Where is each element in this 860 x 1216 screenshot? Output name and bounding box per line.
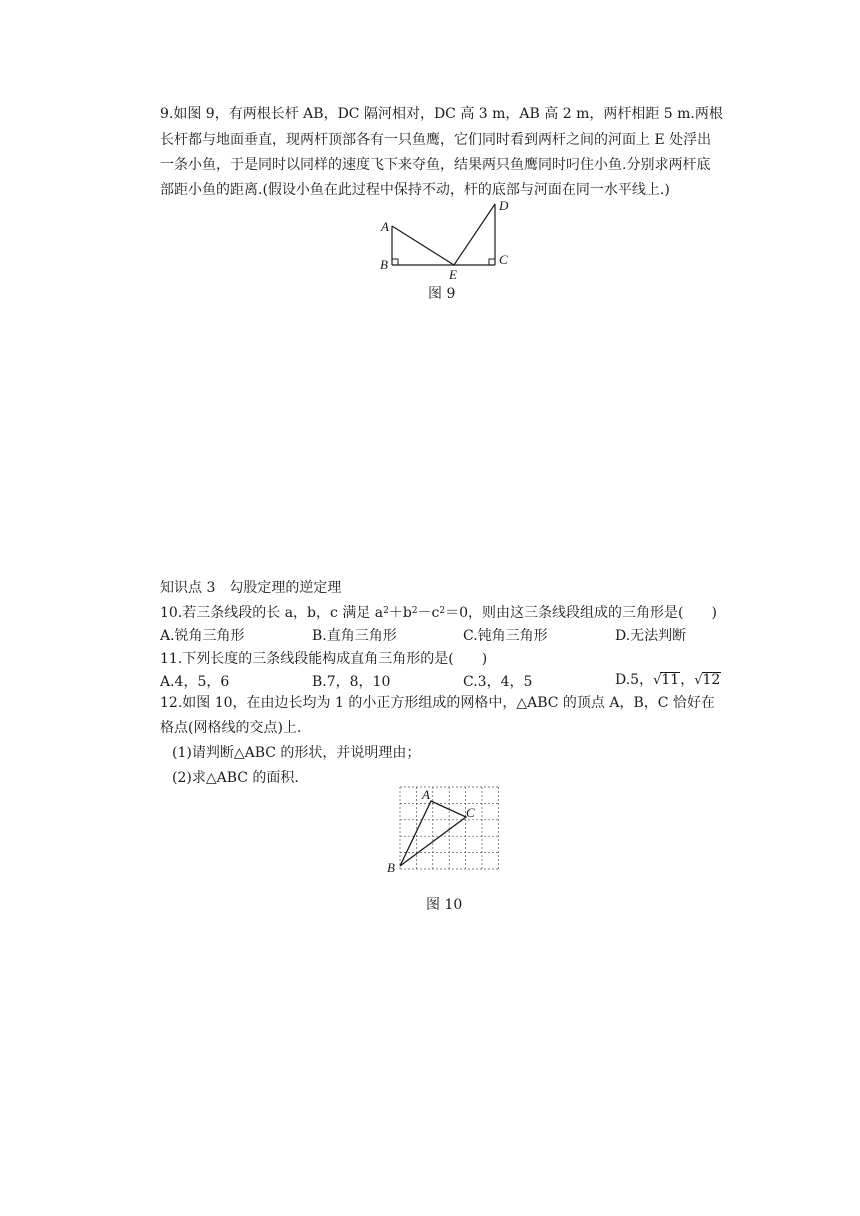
fig9-label-e: E (449, 267, 457, 282)
q12-line-1: 12.如图 10，在由边长均为 1 的小正方形组成的网格中，△ABC 的顶点 A，B，C 恰好在 (160, 695, 715, 711)
q10-stem-c: －c (417, 605, 440, 621)
q11-option-d-radicand-1: 11 (661, 672, 680, 688)
grid (400, 787, 498, 869)
q10-stem (160, 603, 717, 623)
q11-option-c: C.3，4，5 (463, 674, 533, 690)
q9-line-2: 长杆都与地面垂直，现两杆顶部各有一只鱼鹰，它们同时看到两杆之间的河面上 E 处浮出 (160, 132, 712, 148)
fig9-label-d: D (499, 198, 509, 213)
q10-stem-a: 10.若三条线段的长 a，b，c 满足 a (160, 605, 384, 621)
q11-option-d (615, 670, 721, 691)
fig10-label-c: C (466, 805, 475, 820)
sqrt-symbol-icon: √ (653, 673, 662, 688)
q9-line-1: 9.如图 9，有两根长杆 AB，DC 隔河相对，DC 高 3 m，AB 高 2 m，两杆相距 5 m.两根 (160, 106, 723, 122)
q11-option-d-radicand-2: 12 (702, 672, 721, 688)
q12-part-2: (2)求△ABC 的面积. (172, 770, 299, 786)
q11-option-d-prefix: D.5， (615, 672, 654, 688)
fig9-label-c: C (499, 252, 508, 267)
figure-10 (385, 784, 515, 884)
q12-line-2: 格点(网格线的交点)上. (160, 720, 302, 736)
q9-line-4: 部距小鱼的距离.(假设小鱼在此过程中保持不动，杆的底部与河面在同一水平线上.) (160, 182, 670, 198)
q11-option-d-sep: ， (680, 672, 695, 688)
figure-9 (372, 194, 522, 284)
section-title: 知识点 3 勾股定理的逆定理 (160, 580, 342, 596)
q10-stem-b: ＋b (388, 605, 412, 621)
q10-option-d: D.无法判断 (615, 628, 687, 644)
q9-line-3: 一条小鱼，于是同时以同样的速度飞下来夺鱼，结果两只鱼鹰同时叼住小鱼.分别求两杆底 (160, 157, 711, 173)
fig9-label-a: A (381, 219, 389, 234)
q10-sup-1: 2 (383, 606, 389, 616)
q10-sup-3: 2 (439, 606, 446, 616)
q11-option-b: B.7，8，10 (312, 674, 391, 690)
fig10-label-b: B (387, 860, 395, 875)
figure-10-caption: 图 10 (426, 897, 463, 913)
q10-sup-2: 2 (411, 606, 418, 616)
q11-stem: 11.下列长度的三条线段能构成直角三角形的是( ) (160, 651, 488, 667)
q10-option-c: C.钝角三角形 (463, 628, 548, 644)
fig9-label-b: B (380, 257, 388, 272)
q10-option-b: B.直角三角形 (312, 628, 397, 644)
q11-option-a: A.4，5，6 (160, 674, 230, 690)
fig10-label-a: A (422, 787, 430, 802)
sqrt-symbol-icon: √ (694, 673, 703, 688)
q10-option-a: A.锐角三角形 (160, 628, 245, 644)
figure-9-caption: 图 9 (428, 286, 456, 302)
q12-part-1: (1)请判断△ABC 的形状，并说明理由； (172, 745, 421, 761)
q10-stem-d: ＝0，则由这三条线段组成的三角形是( ) (445, 605, 717, 621)
